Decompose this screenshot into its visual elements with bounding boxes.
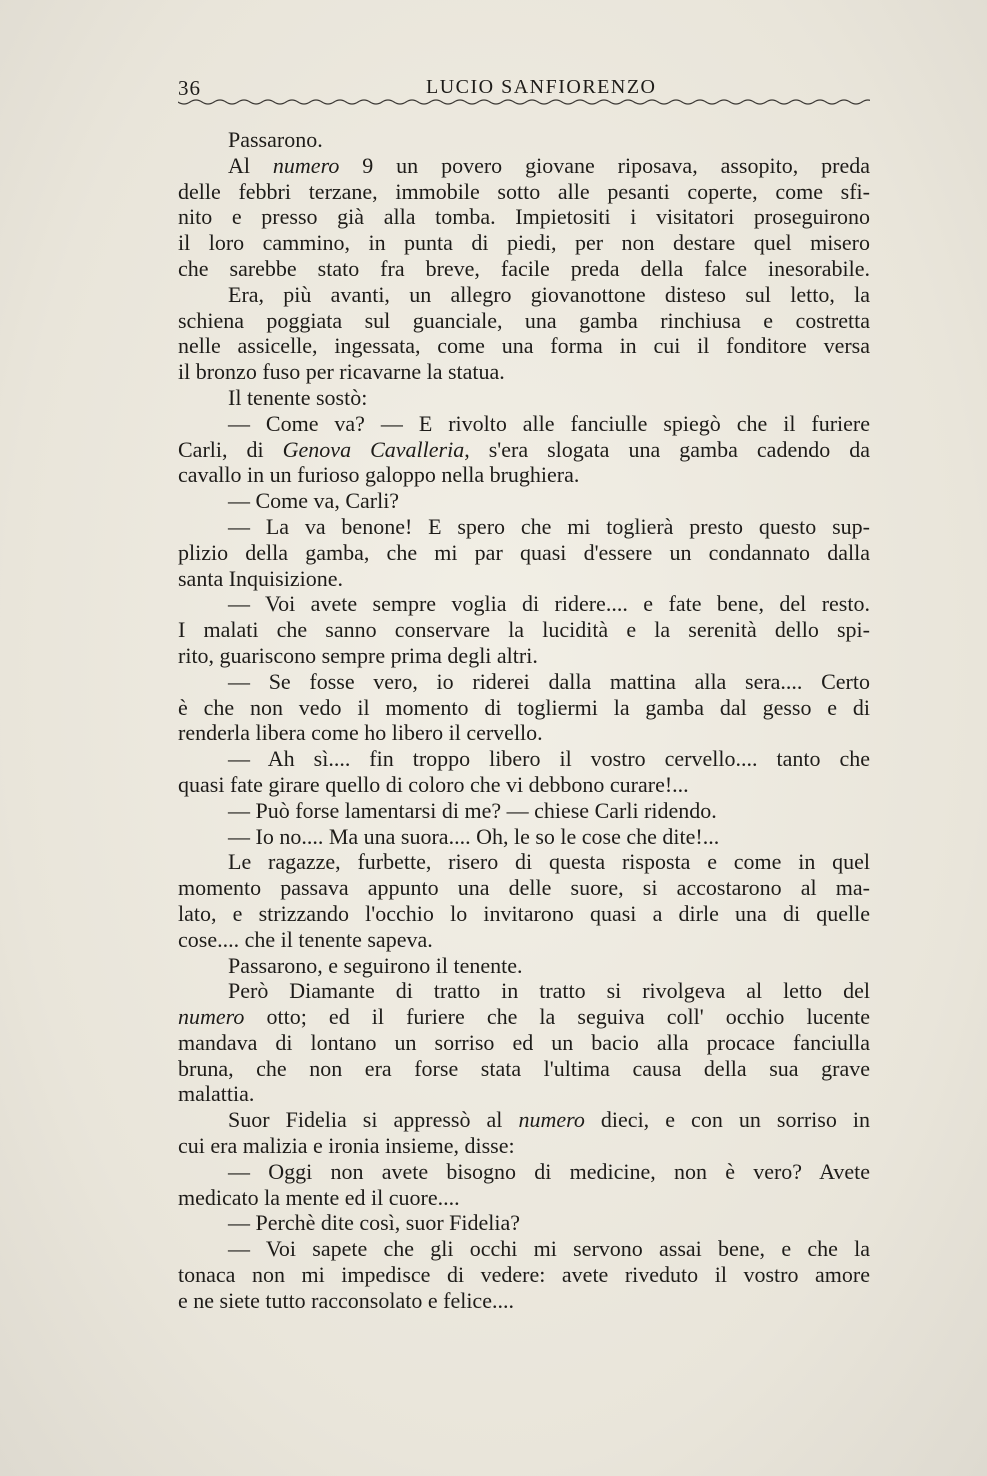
text-line: I malati che sanno conservare la lucidità e la serenità dello spi- <box>178 617 870 643</box>
text-line: e ne siete tutto racconsolato e felice.... <box>178 1287 514 1313</box>
text-line: medicato la mente ed il cuore.... <box>178 1184 460 1210</box>
text-line: nelle assicelle, ingessata, come una forma in cui il fonditore versa <box>178 333 870 359</box>
italic-phrase: numero <box>178 1004 245 1030</box>
text-line: tonaca non mi impedisce di vedere: avete riveduto il vostro amore <box>178 1262 870 1288</box>
italic-phrase: numero <box>518 1107 585 1133</box>
text-line: cose.... che il tenente sapeva. <box>178 926 433 952</box>
text-line: — Voi avete sempre voglia di ridere.... e fate bene, del resto. <box>228 591 870 617</box>
text-line: Il tenente sostò: <box>228 384 368 410</box>
italic-phrase: Genova Cavalleria <box>282 436 465 462</box>
text-line: Carli, di Genova Cavalleria, s'era slogata una gamba cadendo da <box>178 436 870 462</box>
text-line: — Se fosse vero, io riderei dalla mattina alla sera.... Certo <box>228 668 870 694</box>
text-line: numero otto; ed il furiere che la seguiva coll' occhio lucente <box>178 1004 870 1030</box>
text-line: — Ah sì.... fin troppo libero il vostro cervello.... tanto che <box>228 746 870 772</box>
text-line: che sarebbe stato fra breve, facile preda della falce inesorabile. <box>178 255 870 281</box>
text-line: renderla libera come ho libero il cervello. <box>178 720 543 746</box>
text-line: lato, e strizzando l'occhio lo invitarono quasi a dirle una di quelle <box>178 900 870 926</box>
text-line: — Può forse lamentarsi di me? — chiese Carli ridendo. <box>228 797 717 823</box>
text-line: mandava di lontano un sorriso ed un bacio alla procace fanciulla <box>178 1029 870 1055</box>
header-wavy-rule <box>178 98 870 108</box>
text-line: cui era malizia e ironia insieme, disse: <box>178 1133 515 1159</box>
text-line: delle febbri terzane, immobile sotto alle pesanti coperte, come sfi- <box>178 178 870 204</box>
text-line: Era, più avanti, un allegro giovanottone disteso sul letto, la <box>228 281 870 307</box>
text-line: nito e presso già alla tomba. Impietositi i visitatori proseguirono <box>178 204 870 230</box>
text-line: plizio della gamba, che mi par quasi d'essere un condannato dalla <box>178 539 870 565</box>
text-line: — Perchè dite così, suor Fidelia? <box>228 1210 521 1236</box>
page-number: 36 <box>178 76 201 100</box>
page-header <box>178 76 870 106</box>
text-line: santa Inquisizione. <box>178 565 343 591</box>
text-line: Passarono, e seguirono il tenente. <box>228 952 523 978</box>
text-line: rito, guariscono sempre prima degli altri. <box>178 642 538 668</box>
text-line: bruna, che non era forse stata l'ultima causa della sua grave <box>178 1055 870 1081</box>
text-line: Però Diamante di tratto in tratto si rivolgeva al letto del <box>228 978 870 1004</box>
text-line: cavallo in un furioso galoppo nella brughiera. <box>178 462 580 488</box>
running-title: LUCIO SANFIORENZO <box>426 76 657 98</box>
text-line: momento passava appunto una delle suore, si accostarono al ma- <box>178 875 870 901</box>
text-line: è che non vedo il momento di togliermi la gamba dal gesso e di <box>178 694 870 720</box>
text-line: — Come va? — E rivolto alle fanciulle spiegò che il furiere <box>228 410 870 436</box>
text-line: Suor Fidelia si appressò al numero dieci, e con un sorriso in <box>228 1107 870 1133</box>
text-line: malattia. <box>178 1081 255 1107</box>
text-line: — Oggi non avete bisogno di medicine, non è vero? Avete <box>228 1158 870 1184</box>
text-line: il loro cammino, in punta di piedi, per non destare quel misero <box>178 230 870 256</box>
text-line: quasi fate girare quello di coloro che vi debbono curare!... <box>178 771 689 797</box>
text-line: il bronzo fuso per ricavarne la statua. <box>178 359 505 385</box>
text-line: Passarono. <box>228 127 323 152</box>
text-line: — La va benone! E spero che mi toglierà presto questo sup- <box>228 513 870 539</box>
italic-phrase: numero <box>272 152 340 178</box>
text-line: Le ragazze, furbette, risero di questa risposta e come in quel <box>228 849 870 875</box>
text-line: — Voi sapete che gli occhi mi servono assai bene, e che la <box>228 1236 870 1262</box>
text-line: — Io no.... Ma una suora.... Oh, le so le cose che dite!... <box>228 823 720 849</box>
text-line: — Come va, Carli? <box>228 488 400 514</box>
body-text <box>178 127 870 1314</box>
text-line: Al numero 9 un povero giovane riposava, assopito, preda <box>228 152 870 178</box>
text-line: schiena poggiata sul guanciale, una gamba rinchiusa e costretta <box>178 307 870 333</box>
